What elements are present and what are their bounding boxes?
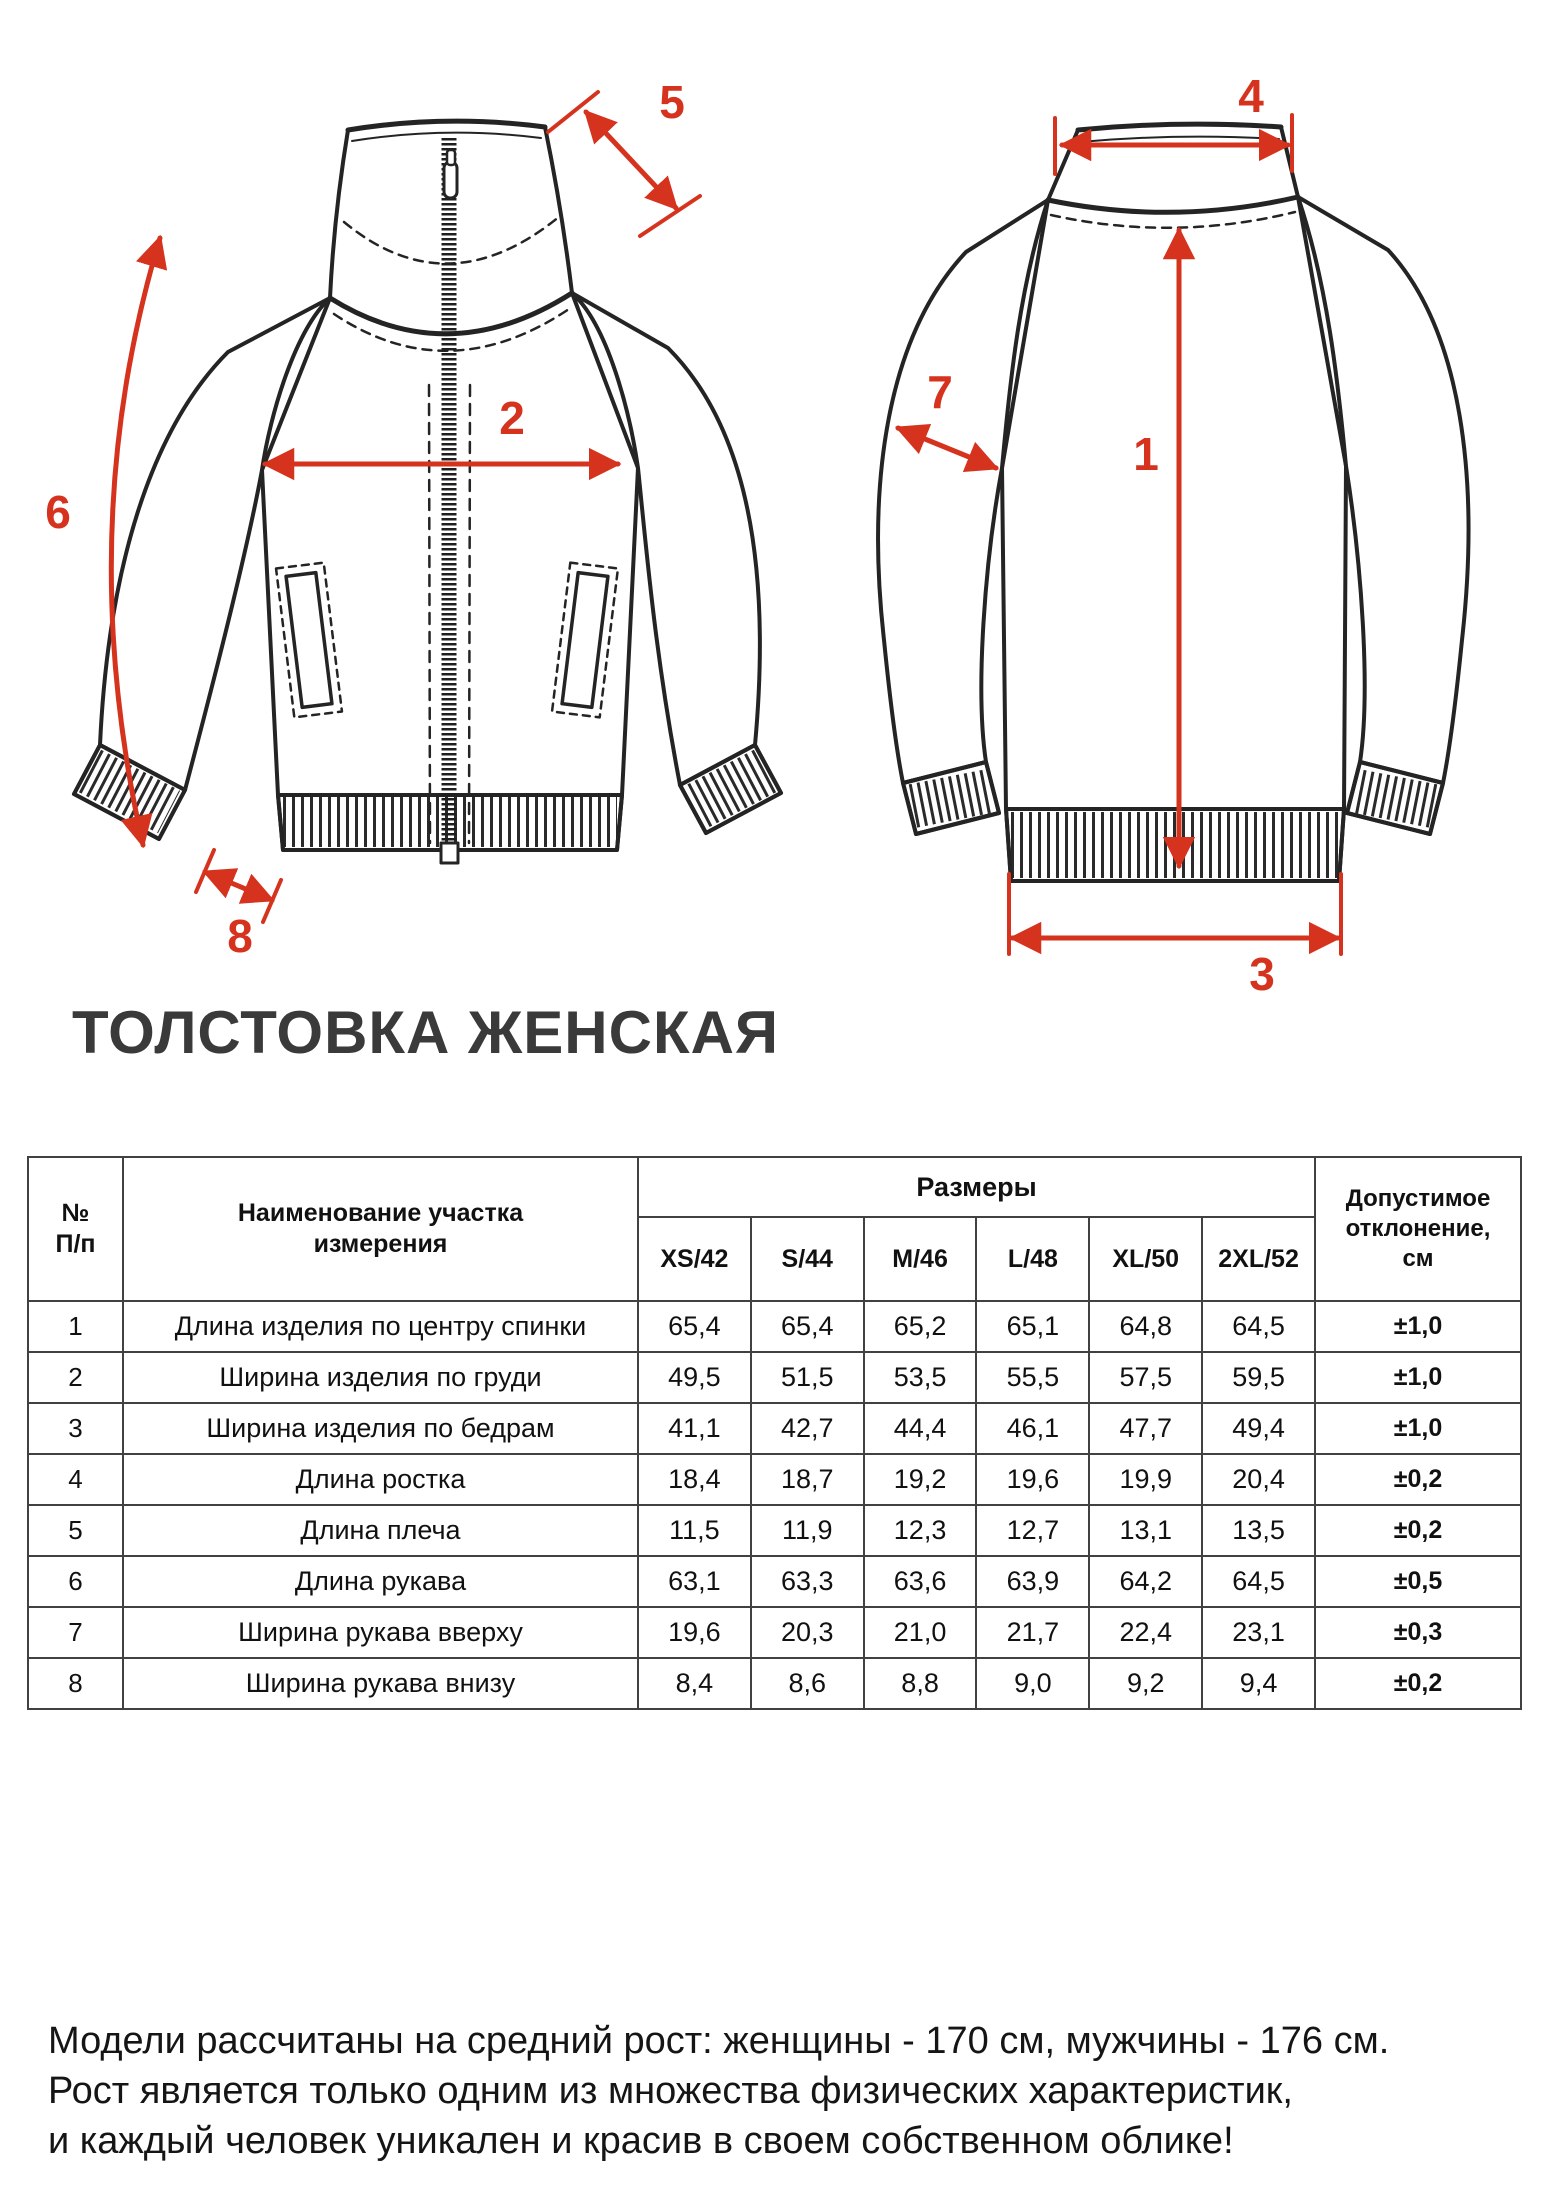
value-cell: 19,9: [1089, 1454, 1202, 1505]
table-row: [28, 1556, 1521, 1607]
measure-label-1: 1: [1133, 428, 1159, 480]
value-cell: 11,5: [638, 1505, 751, 1556]
value-cell: 18,7: [751, 1454, 864, 1505]
value-cell: 13,5: [1202, 1505, 1315, 1556]
value-cell: 64,5: [1202, 1556, 1315, 1607]
measurement-diagram: [0, 0, 1542, 1000]
tolerance-cell: ±0,3: [1315, 1607, 1521, 1658]
tolerance-cell: ±1,0: [1315, 1301, 1521, 1352]
measure-label-7: 7: [927, 366, 953, 418]
tolerance-cell: ±1,0: [1315, 1403, 1521, 1454]
value-cell: 65,4: [751, 1301, 864, 1352]
value-cell: 8,6: [751, 1658, 864, 1709]
value-cell: 22,4: [1089, 1607, 1202, 1658]
row-number: 2: [28, 1352, 123, 1403]
zipper-bottom-stop: [441, 843, 458, 863]
back-body: [1002, 197, 1346, 809]
footer-note: [48, 2016, 1389, 2166]
measure-label-6: 6: [45, 486, 71, 538]
tolerance-cell: ±0,5: [1315, 1556, 1521, 1607]
measurement-name: Ширина рукава внизу: [123, 1658, 638, 1709]
page-title: ТОЛСТОВКА ЖЕНСКАЯ: [72, 999, 780, 1066]
size-table: [27, 1156, 1522, 1710]
value-cell: 12,7: [976, 1505, 1089, 1556]
value-cell: 55,5: [976, 1352, 1089, 1403]
measure-label-4: 4: [1238, 70, 1264, 122]
value-cell: 21,0: [864, 1607, 977, 1658]
size-column-xs: XS/42: [638, 1217, 751, 1301]
measure-label-3: 3: [1249, 948, 1275, 1000]
value-cell: 41,1: [638, 1403, 751, 1454]
row-number: 3: [28, 1403, 123, 1454]
tolerance-cell: ±0,2: [1315, 1658, 1521, 1709]
size-column-s: S/44: [751, 1217, 864, 1301]
measurement-name: Ширина рукава вверху: [123, 1607, 638, 1658]
tolerance-cell: ±0,2: [1315, 1505, 1521, 1556]
value-cell: 65,4: [638, 1301, 751, 1352]
col-header-sizes: Размеры: [638, 1157, 1315, 1217]
value-cell: 9,0: [976, 1658, 1089, 1709]
value-cell: 57,5: [1089, 1352, 1202, 1403]
value-cell: 63,3: [751, 1556, 864, 1607]
value-cell: 19,6: [638, 1607, 751, 1658]
value-cell: 46,1: [976, 1403, 1089, 1454]
footer-line: Модели рассчитаны на средний рост: женщины - 170 см, мужчины - 176 см.: [48, 2020, 1390, 2062]
table-row: [28, 1301, 1521, 1352]
value-cell: 13,1: [1089, 1505, 1202, 1556]
measurement-name: Ширина изделия по груди: [123, 1352, 638, 1403]
value-cell: 65,2: [864, 1301, 977, 1352]
table-row: [28, 1352, 1521, 1403]
footer-line: Рост является только одним из множества физических характеристик,: [48, 2070, 1293, 2112]
row-number: 7: [28, 1607, 123, 1658]
value-cell: 64,8: [1089, 1301, 1202, 1352]
size-column-2xl: 2XL/52: [1202, 1217, 1315, 1301]
front-view-drawing: [74, 121, 781, 863]
measurement-name: Ширина изделия по бедрам: [123, 1403, 638, 1454]
value-cell: 44,4: [864, 1403, 977, 1454]
measure-arrow-3: [1009, 874, 1341, 954]
size-column-xl: XL/50: [1089, 1217, 1202, 1301]
value-cell: 12,3: [864, 1505, 977, 1556]
value-cell: 20,4: [1202, 1454, 1315, 1505]
back-view-drawing: [878, 124, 1468, 881]
row-number: 1: [28, 1301, 123, 1352]
table-row: [28, 1403, 1521, 1454]
measure-label-2: 2: [499, 392, 525, 444]
measurement-name: Длина изделия по центру спинки: [123, 1301, 638, 1352]
value-cell: 9,2: [1089, 1658, 1202, 1709]
table-row: [28, 1505, 1521, 1556]
col-header-number: № П/п: [28, 1157, 123, 1301]
size-column-m: M/46: [864, 1217, 977, 1301]
value-cell: 8,4: [638, 1658, 751, 1709]
measurement-name: Длина рукава: [123, 1556, 638, 1607]
row-number: 4: [28, 1454, 123, 1505]
row-number: 5: [28, 1505, 123, 1556]
value-cell: 53,5: [864, 1352, 977, 1403]
value-cell: 8,8: [864, 1658, 977, 1709]
value-cell: 49,4: [1202, 1403, 1315, 1454]
value-cell: 49,5: [638, 1352, 751, 1403]
col-header-name: Наименование участка измерения: [123, 1157, 638, 1301]
tolerance-cell: ±1,0: [1315, 1352, 1521, 1403]
table-row: [28, 1454, 1521, 1505]
col-header-tolerance: Допустимое отклонение, см: [1315, 1157, 1521, 1301]
value-cell: 19,2: [864, 1454, 977, 1505]
value-cell: 65,1: [976, 1301, 1089, 1352]
zipper-pull: [444, 162, 457, 198]
footer-line: и каждый человек уникален и красив в своем собственном облике!: [48, 2120, 1234, 2162]
value-cell: 51,5: [751, 1352, 864, 1403]
value-cell: 20,3: [751, 1607, 864, 1658]
measurement-name: Длина ростка: [123, 1454, 638, 1505]
value-cell: 63,6: [864, 1556, 977, 1607]
value-cell: 18,4: [638, 1454, 751, 1505]
value-cell: 64,2: [1089, 1556, 1202, 1607]
measurement-name: Длина плеча: [123, 1505, 638, 1556]
row-number: 6: [28, 1556, 123, 1607]
size-column-l: L/48: [976, 1217, 1089, 1301]
tolerance-cell: ±0,2: [1315, 1454, 1521, 1505]
value-cell: 21,7: [976, 1607, 1089, 1658]
value-cell: 59,5: [1202, 1352, 1315, 1403]
table-row: [28, 1607, 1521, 1658]
value-cell: 64,5: [1202, 1301, 1315, 1352]
value-cell: 42,7: [751, 1403, 864, 1454]
value-cell: 19,6: [976, 1454, 1089, 1505]
row-number: 8: [28, 1658, 123, 1709]
value-cell: 11,9: [751, 1505, 864, 1556]
measure-label-5: 5: [659, 76, 685, 128]
value-cell: 63,1: [638, 1556, 751, 1607]
table-row: [28, 1658, 1521, 1709]
value-cell: 23,1: [1202, 1607, 1315, 1658]
value-cell: 9,4: [1202, 1658, 1315, 1709]
value-cell: 47,7: [1089, 1403, 1202, 1454]
value-cell: 63,9: [976, 1556, 1089, 1607]
measure-label-8: 8: [227, 910, 253, 962]
